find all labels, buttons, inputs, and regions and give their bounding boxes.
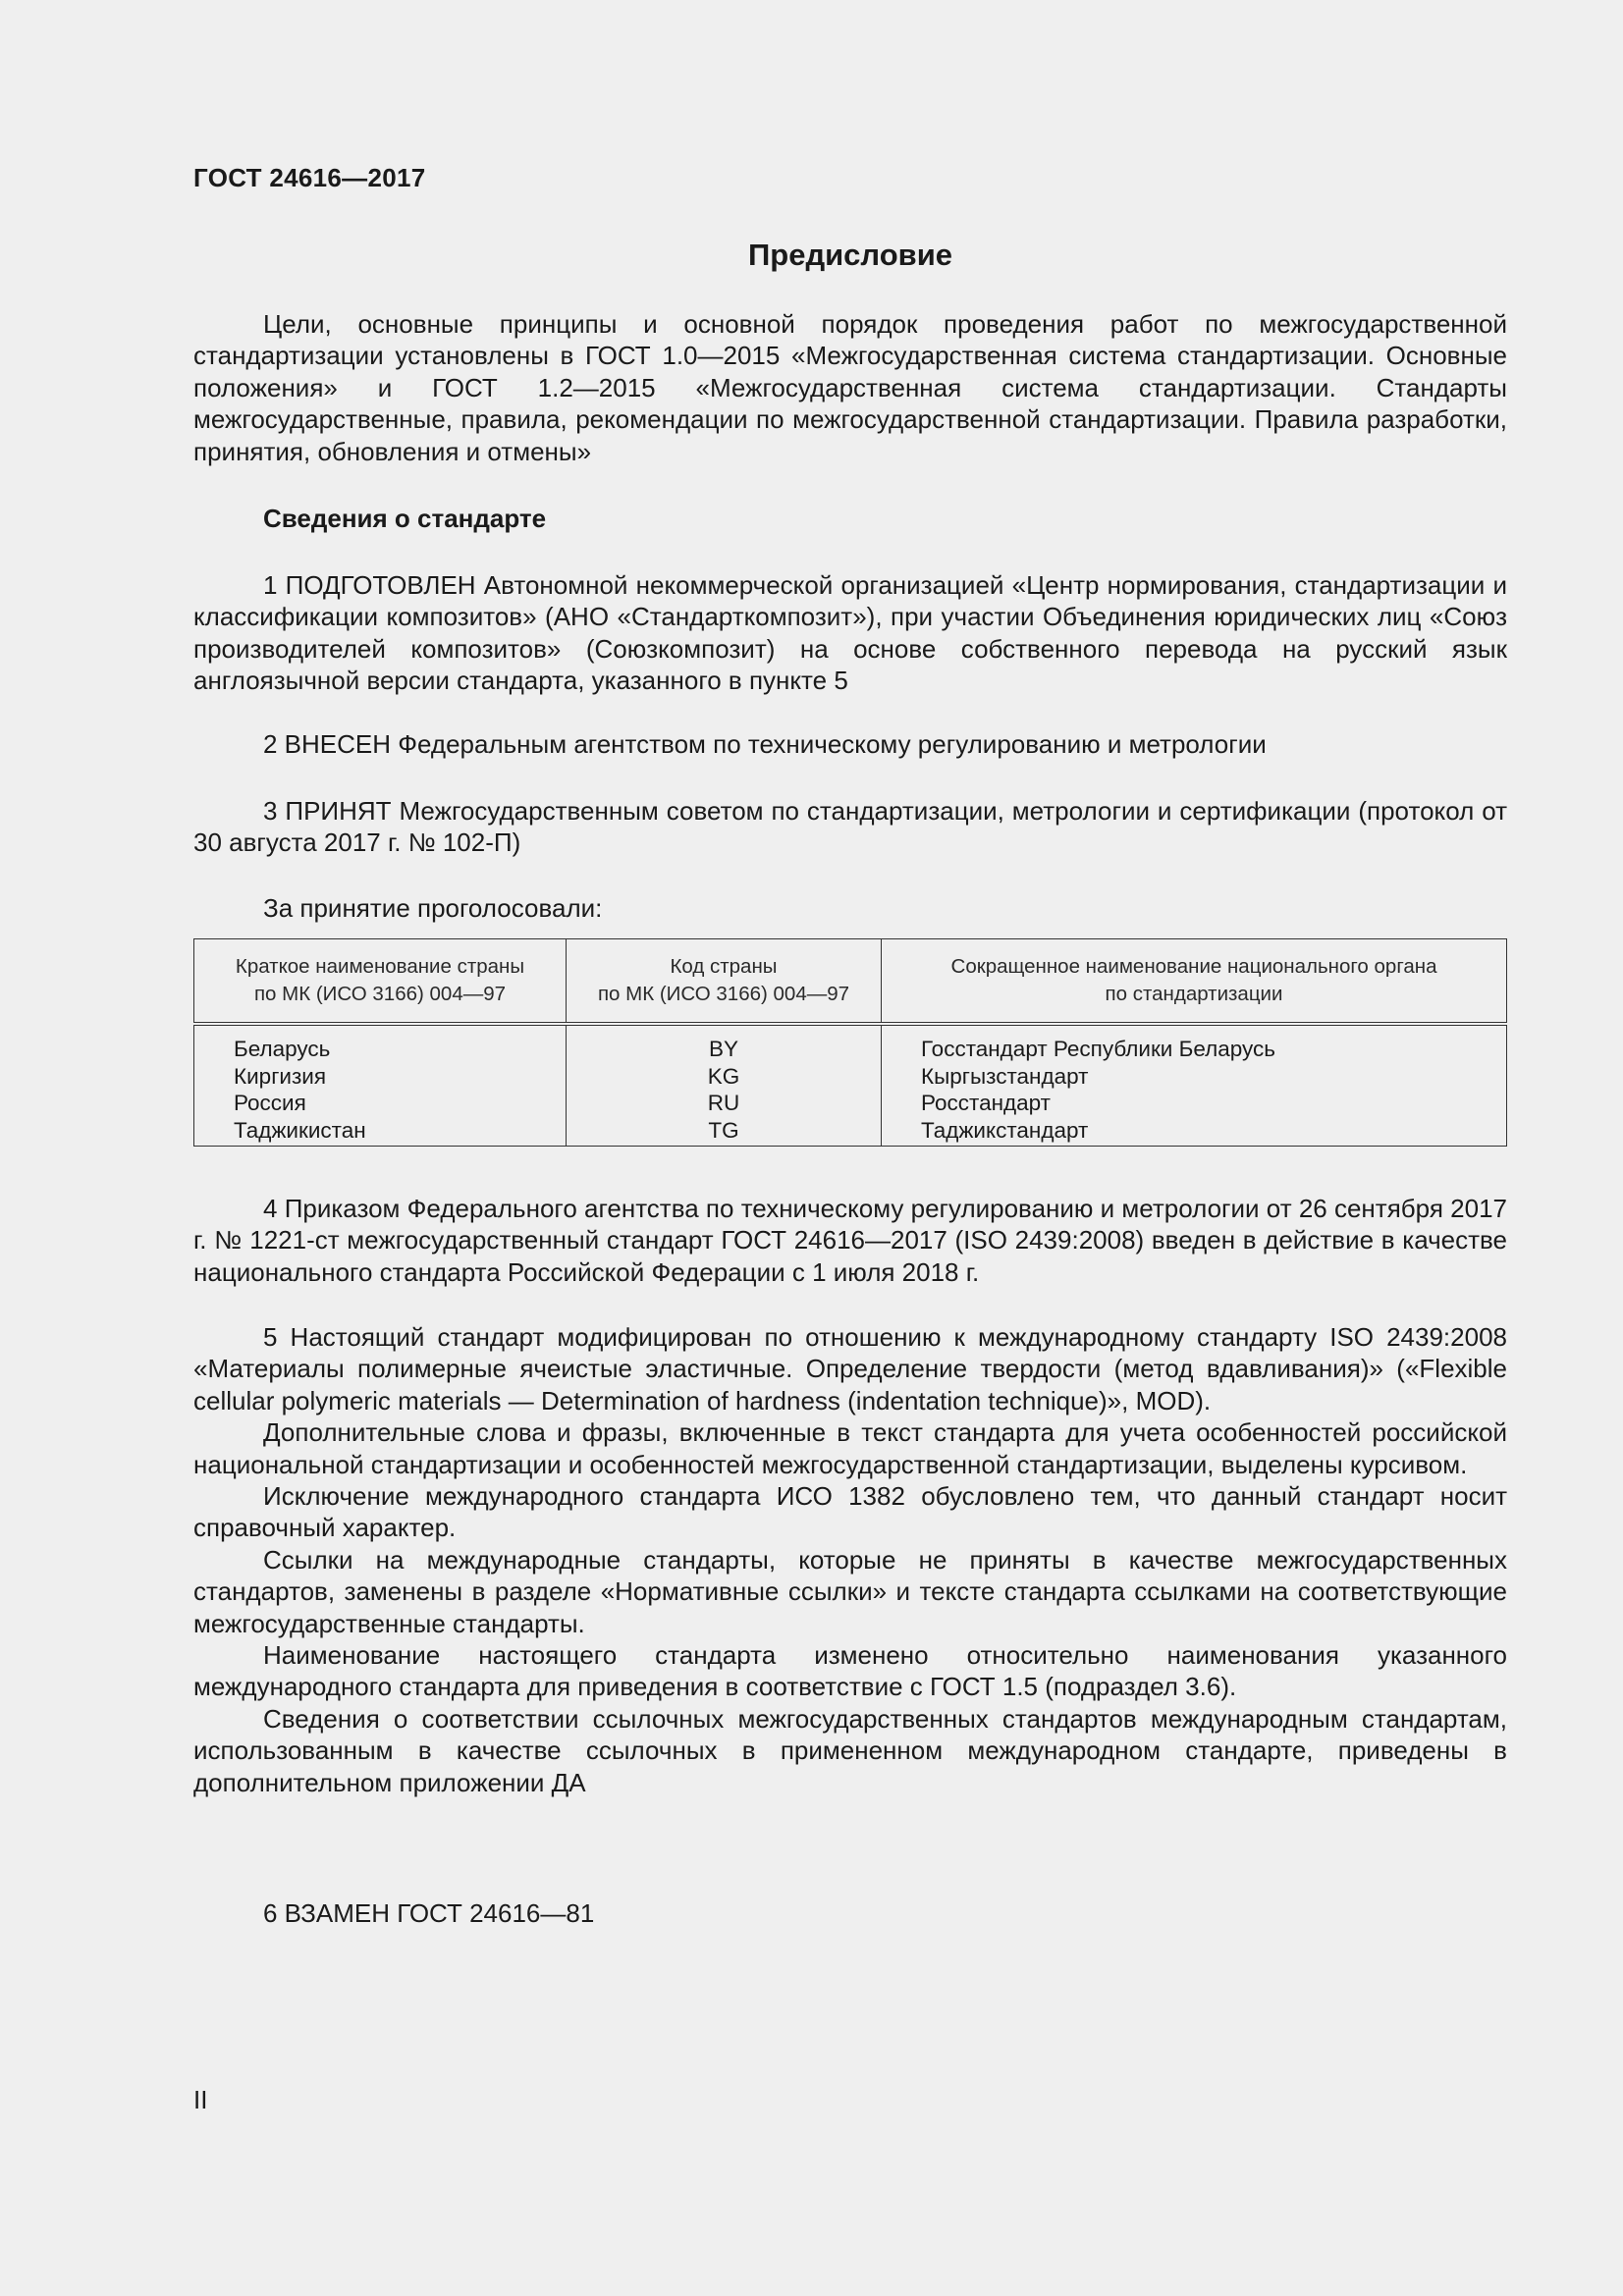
document-code: ГОСТ 24616—2017 (193, 163, 426, 192)
item-1-prepared: 1 ПОДГОТОВЛЕН Автономной некоммерческой организацией «Центр нормирования, стандартизации и классификации композитов» (АНО «Стандарткомпозит»), при участии Объединения юридических лиц «Союз производителей композитов» (Союзкомпозит) на основе собственного перевода на русский язык англоязычной версии стандарта, указанного в пункте 5 (193, 570, 1507, 696)
item-6-replaces: 6 ВЗАМЕН ГОСТ 24616—81 (263, 1898, 595, 1928)
column-header-code-line1: Код страны (670, 955, 778, 978)
body-cell: Таджикстандарт (882, 1117, 1507, 1147)
page-title: Предисловие (747, 238, 952, 272)
country-cell: Беларусь (194, 1024, 567, 1063)
table-row (194, 1090, 1507, 1117)
page-number: II (193, 2085, 208, 2114)
body-cell: Росстандарт (882, 1090, 1507, 1117)
code-cell: BY (567, 1024, 882, 1063)
voted-label: За принятие проголосовали: (263, 893, 603, 923)
table-row (194, 1117, 1507, 1147)
column-header-body (882, 939, 1507, 1025)
voting-countries-table (193, 938, 1507, 1147)
column-header-country (194, 939, 567, 1025)
column-header-country-line1: Краткое наименование страны (235, 955, 525, 978)
body-cell: Кыргызстандарт (882, 1063, 1507, 1091)
country-cell: Киргизия (194, 1063, 567, 1091)
item-5-paragraph-1: 5 Настоящий стандарт модифицирован по отношению к международному стандарту ISO 2439:2008 «Материалы полимерные ячеистые эластичные. Определение твердости (метод вдавливания)» («Flexible cellular polymeric materials — Determination of hardness (indentation technique)», MOD). (193, 1322, 1507, 1415)
item-4-order: 4 Приказом Федерального агентства по техническому регулированию и метрологии от 26 сентября 2017 г. № 1221-ст межгосударственный стандарт ГОСТ 24616—2017 (ISO 2439:2008) введен в действие в качестве национального стандарта Российской Федерации с 1 июля 2018 г. (193, 1194, 1507, 1287)
info-heading: Сведения о стандарте (263, 504, 547, 533)
column-header-code (567, 939, 882, 1025)
column-header-country-line2: по МК (ИСО 3166) 004—97 (253, 983, 507, 1005)
item-3-adopted: 3 ПРИНЯТ Межгосударственным советом по стандартизации, метрологии и сертификации (протокол от 30 августа 2017 г. № 102-П) (193, 796, 1507, 858)
item-5-paragraph-5: Наименование настоящего стандарта изменено относительно наименования указанного международного стандарта для приведения в соответствие с ГОСТ 1.5 (подраздел 3.6). (193, 1640, 1507, 1702)
code-cell: TG (567, 1117, 882, 1147)
intro-paragraph: Цели, основные принципы и основной порядок проведения работ по межгосударственной стандартизации установлены в ГОСТ 1.0—2015 «Межгосударственная система стандартизации. Основные положения» и ГОСТ 1.2—2015 «Межгосударственная система стандартизации. Стандарты межгосударственные, правила, рекомендации по межгосударственной стандартизации. Правила разработки, принятия, обновления и отмены» (193, 309, 1507, 466)
table-row (194, 1024, 1507, 1063)
table-header-row (194, 939, 1507, 1025)
code-cell: KG (567, 1063, 882, 1091)
country-cell: Таджикистан (194, 1117, 567, 1147)
column-header-code-line2: по МК (ИСО 3166) 004—97 (597, 983, 850, 1005)
item-2-introduced: 2 ВНЕСЕН Федеральным агентством по техническому регулированию и метрологии (263, 729, 1267, 759)
body-cell: Госстандарт Республики Беларусь (882, 1024, 1507, 1063)
item-5-section (193, 1321, 1507, 1798)
column-header-body-line1: Сокращенное наименование национального органа (950, 955, 1437, 978)
country-cell: Россия (194, 1090, 567, 1117)
item-5-paragraph-6: Сведения о соответствии ссылочных межгосударственных стандартов международным стандартам, использованным в качестве ссылочных в примененном международном стандарте, приведены в дополнительном приложении ДА (193, 1703, 1507, 1797)
item-5-paragraph-2: Дополнительные слова и фразы, включенные в текст стандарта для учета особенностей российской национальной стандартизации и особенностей межгосударственной стандартизации, выделены курсивом. (193, 1417, 1507, 1479)
column-header-body-line2: по стандартизации (1105, 983, 1283, 1005)
item-5-paragraph-4: Ссылки на международные стандарты, которые не приняты в качестве межгосударственных стандартов, заменены в разделе «Нормативные ссылки» и тексте стандарта ссылками на соответствующие межгосударственные стандарты. (193, 1544, 1507, 1638)
item-5-paragraph-3: Исключение международного стандарта ИСО 1382 обусловлено тем, что данный стандарт носит справочный характер. (193, 1481, 1507, 1543)
table-row (194, 1063, 1507, 1091)
code-cell: RU (567, 1090, 882, 1117)
